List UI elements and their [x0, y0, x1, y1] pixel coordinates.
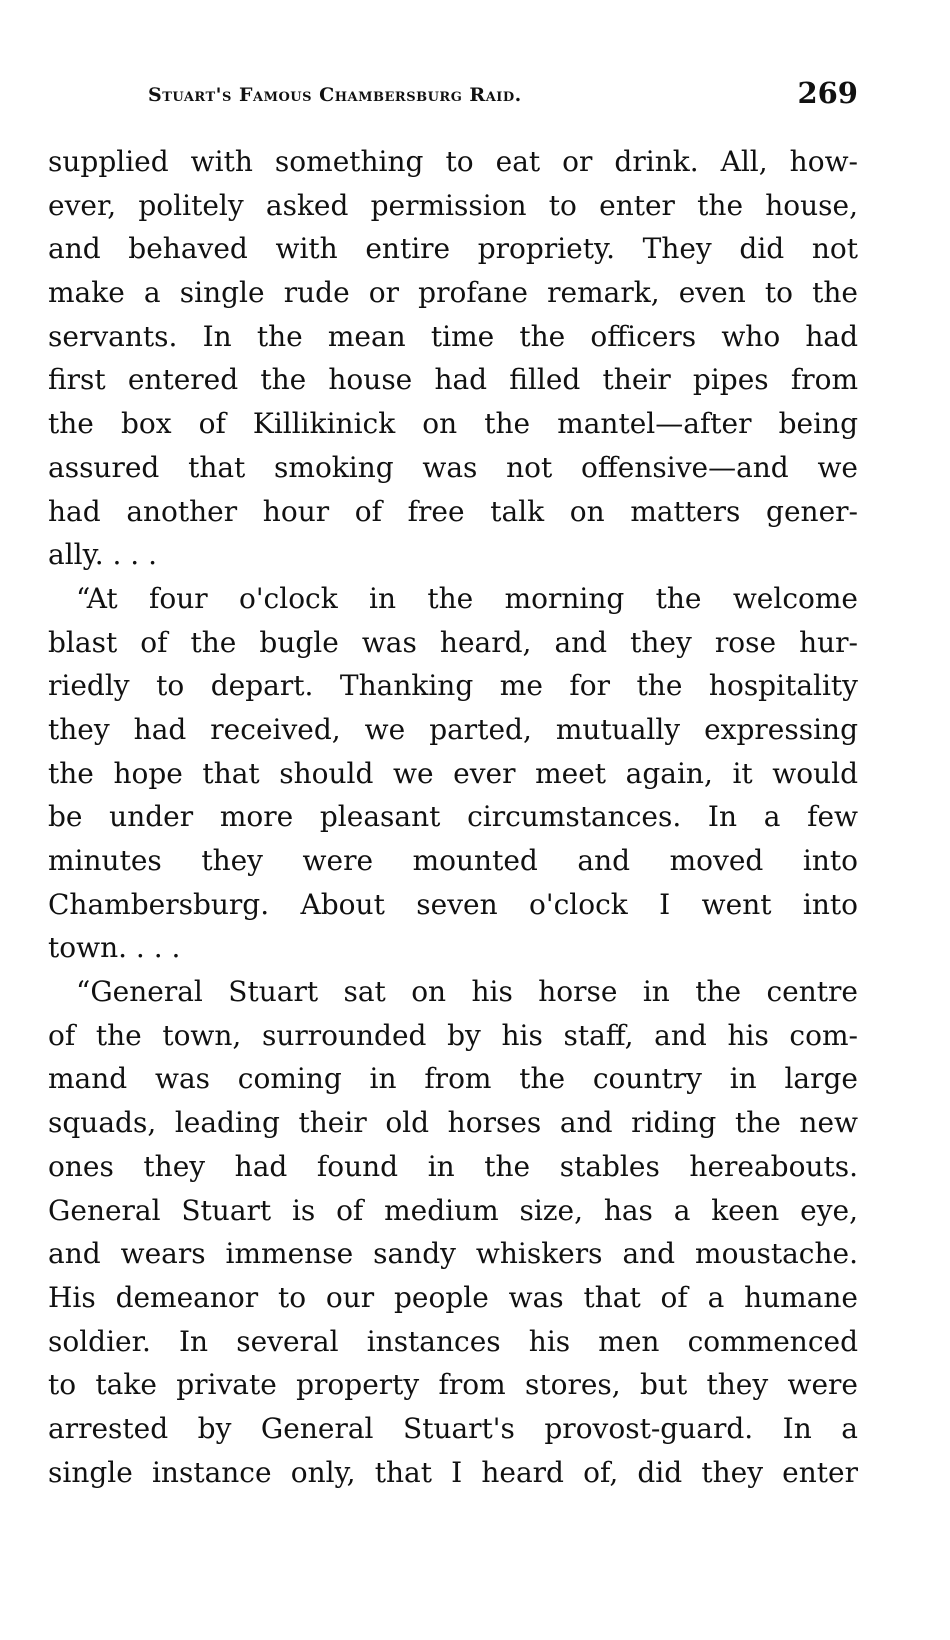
body-text	[48, 140, 858, 1494]
text-line: single instance only, that I heard of, did they enter	[48, 1455, 858, 1489]
text-line: blast of the bugle was heard, and they rose hur-	[48, 625, 858, 659]
text-line: squads, leading their old horses and riding the new	[48, 1106, 858, 1140]
text-line: “General Stuart sat on his horse in the centre	[76, 975, 858, 1009]
text-line: make a single rude or profane remark, even to the	[48, 276, 858, 310]
text-line: minutes they were mounted and moved into	[48, 844, 858, 877]
text-line: first entered the house had filled their pipes from	[48, 363, 858, 397]
text-line: ally. . . .	[48, 538, 158, 572]
text-line: His demeanor to our people was that of a humane	[48, 1280, 858, 1314]
text-line: soldier. In several instances his men commenced	[48, 1324, 858, 1358]
text-line: the hope that should we ever meet again, it would	[48, 756, 858, 790]
text-line: the box of Killikinick on the mantel—after being	[48, 407, 858, 441]
text-line: mand was coming in from the country in large	[48, 1062, 858, 1096]
text-line: to take private property from stores, but they were	[48, 1368, 858, 1402]
running-header	[148, 76, 858, 116]
text-line: be under more pleasant circumstances. In a few	[48, 800, 858, 834]
text-line: assured that smoking was not offensive—and we	[48, 450, 858, 484]
text-line: Chambersburg. About seven o'clock I went into	[48, 887, 858, 921]
text-line: and wears immense sandy whiskers and moustache.	[48, 1237, 858, 1271]
text-line: ever, politely asked permission to enter the house,	[48, 188, 858, 222]
text-line: riedly to depart. Thanking me for the hospitality	[48, 669, 858, 703]
text-line: “At four o'clock in the morning the welcome	[76, 581, 858, 615]
text-line: supplied with something to eat or drink. All, how-	[48, 145, 858, 178]
page-number: 269	[797, 76, 858, 110]
text-line: of the town, surrounded by his staff, and his com-	[48, 1018, 858, 1052]
text-line: General Stuart is of medium size, has a keen eye,	[48, 1193, 858, 1227]
running-title: Stuart's Famous Chambersburg Raid.	[148, 84, 522, 106]
text-line: they had received, we parted, mutually expressing	[48, 712, 858, 746]
text-line: and behaved with entire propriety. They did not	[48, 232, 858, 266]
text-line: had another hour of free talk on matters gener-	[48, 494, 858, 528]
text-line: arrested by General Stuart's provost-guard. In a	[48, 1411, 858, 1445]
text-line: ones they had found in the stables hereabouts.	[48, 1149, 858, 1183]
text-line: servants. In the mean time the officers who had	[48, 319, 858, 353]
text-line: town. . . .	[48, 931, 181, 965]
